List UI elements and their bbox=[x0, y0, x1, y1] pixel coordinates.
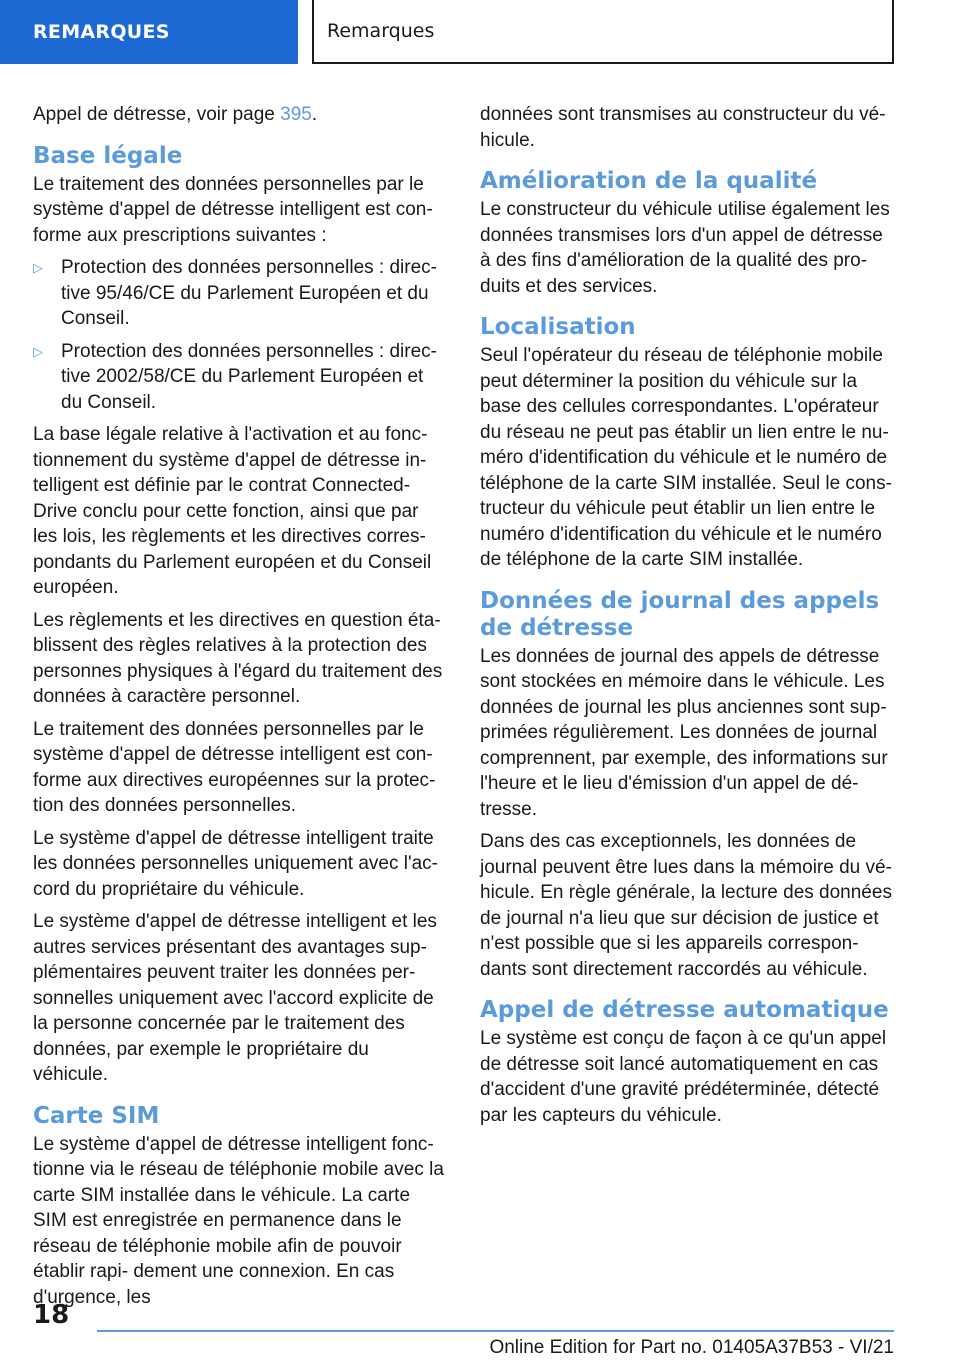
left-column bbox=[33, 102, 447, 1317]
paragraph: données sont transmises au constructeur du vé- hicule. bbox=[480, 104, 886, 151]
paragraph: La base légale relative à l'activation et au fonc- tionnement du système d'appel de détresse in- telligent est définie par le contrat Connected- Drive conclu pour cette fonction, ainsi que par les lois, les règlements et les directives corres- pondants du Parlement européen et du Conseil européen. bbox=[33, 424, 432, 598]
section-title: Remarques bbox=[312, 0, 894, 64]
heading-journal: Données de journal des appels de détresse bbox=[480, 587, 880, 641]
triangle-bullet-icon: ▷ bbox=[33, 260, 43, 275]
heading-amelioration: Amélioration de la qualité bbox=[480, 168, 818, 194]
paragraph: Les règlements et les directives en question éta- blissent des règles relatives à la protection des personnes physiques à l'égard du traitement des données à caractère personnel. bbox=[33, 609, 443, 707]
list-item bbox=[33, 339, 447, 416]
list-item-text: Protection des données personnelles : direc- tive 2002/58/CE du Parlement Européen et du Conseil. bbox=[61, 340, 438, 413]
paragraph: Le système d'appel de détresse intelligent fonc- tionne via le réseau de téléphonie mobile avec la carte SIM installée dans le véhicule. La carte SIM est enregistrée en permanence dans le réseau de téléphonie mobile afin de pouvoir établir rapi- dement une connexion. En cas d'urgence, les bbox=[33, 1133, 444, 1308]
list-item-text: Protection des données personnelles : direc- tive 95/46/CE du Parlement Européen et du Conseil. bbox=[61, 257, 438, 329]
heading-localisation: Localisation bbox=[480, 314, 636, 340]
edition-footer: Online Edition for Part no. 01405A37B53 - VI/21 bbox=[489, 1337, 894, 1358]
heading-base-legale: Base légale bbox=[33, 142, 183, 169]
paragraph: Les données de journal des appels de détresse sont stockées en mémoire dans le véhicule. Les données de journal les plus anciennes sont sup- primées régulièrement. Les données de journal comprennent, par exemple, des informations sur l'heure et le lieu d'émission d'un appel de dé- tresse. bbox=[480, 645, 888, 820]
paragraph: Dans des cas exceptionnels, les données de journal peuvent être lues dans la mémoire du vé- hicule. En règle générale, la lecture des données de journal n'a lieu que sur décision de justice et n'est possible que si les appareils correspon- dants sont directement raccordés au véhicule. bbox=[480, 831, 892, 980]
intro-end: . bbox=[311, 104, 318, 125]
paragraph: Le système est conçu de façon à ce qu'un appel de détresse soit lancé automatiquement en cas d'accident d'une gravité prédéterminée, détecté par les capteurs du véhicule. bbox=[480, 1028, 887, 1126]
paragraph: Le système d'appel de détresse intelligent traite les données personnelles uniquement avec l'ac- cord du propriétaire du véhicule. bbox=[33, 827, 438, 900]
bullet-list bbox=[33, 255, 447, 415]
intro-text: Appel de détresse, voir page bbox=[33, 104, 281, 125]
page-link[interactable]: 395 bbox=[280, 104, 312, 125]
paragraph: Le système d'appel de détresse intelligent et les autres services présentant des avantages sup- plémentaires peuvent traiter les données per- sonnelles uniquement avec l'accord explicite de la personne concernée par le traitement des données, par exemple le propriétaire du véhicule. bbox=[33, 911, 437, 1085]
triangle-bullet-icon: ▷ bbox=[33, 343, 43, 359]
paragraph: Seul l'opérateur du réseau de téléphonie mobile peut déterminer la position du véhicule sur la base des cellules correspondantes. L'opérateur du réseau ne peut pas établir un lien entre le nu- méro d'identification du véhicule et le numéro de téléphone de la carte SIM installée. Seul le cons- tructeur du véhicule peut établir un lien entre le numéro d'identification du véhicule et le numéro de téléphone de la carte SIM installée. bbox=[480, 345, 892, 570]
heading-carte-sim: Carte SIM bbox=[33, 1102, 160, 1129]
section-tab[interactable]: REMARQUES bbox=[0, 0, 298, 64]
list-item bbox=[33, 255, 447, 332]
page-number: 18 bbox=[33, 1300, 70, 1330]
intro-paragraph bbox=[33, 102, 447, 128]
footer-divider bbox=[97, 1330, 894, 1332]
heading-automatique: Appel de détresse automatique bbox=[480, 997, 889, 1023]
right-column bbox=[480, 102, 894, 1135]
paragraph: Le traitement des données personnelles par le système d'appel de détresse intelligent est con- forme aux prescriptions suivantes : bbox=[33, 173, 433, 246]
paragraph: Le constructeur du véhicule utilise également les données transmises lors d'un appel de détresse à des fins d'amélioration de la qualité des pro- duits et des services. bbox=[480, 199, 890, 297]
paragraph: Le traitement des données personnelles par le système d'appel de détresse intelligent est con- forme aux directives européennes sur la protec- tion des données personnelles. bbox=[33, 718, 436, 816]
